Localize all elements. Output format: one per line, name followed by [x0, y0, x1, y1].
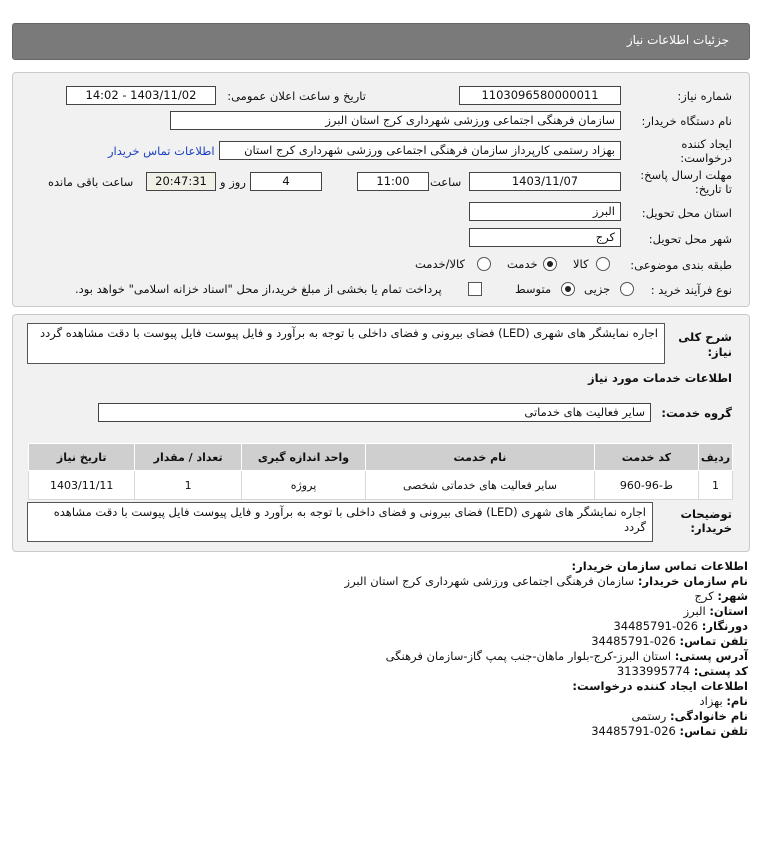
process-radio-minor[interactable] [620, 282, 634, 296]
summary-label-line2: نیاز: [707, 345, 732, 359]
page-title: جزئیات اطلاعات نیاز [626, 33, 729, 47]
col-row-number: ردیف [699, 444, 733, 471]
category-option-goods: کالا [573, 257, 589, 271]
need-number-field: 1103096580000011 [459, 86, 621, 105]
service-group-label: گروه خدمت: [661, 406, 732, 420]
summary-text-box: اجاره نمایشگر های شهری (LED) فضای بیرونی و فضای داخلی با توجه به برآورد و فایل پیوست فایل پیوست با دقت مشاهده گردد [27, 323, 665, 364]
deadline-label-line1: مهلت ارسال پاسخ: [640, 168, 732, 182]
contact-city-line: شهر: کرج [694, 589, 748, 603]
category-option-service: خدمت [507, 257, 538, 271]
creator-field: بهزاد رستمی کارپرداز سازمان فرهنگی اجتماعی ورزشی شهرداری کرج استان [219, 141, 621, 160]
contact-org-line: نام سازمان خریدار: سازمان فرهنگی اجتماعی ورزشی شهرداری کرج استان البرز [344, 574, 748, 588]
announce-label: تاریخ و ساعت اعلان عمومی: [227, 89, 366, 103]
contact-province-line: استان: البرز [683, 604, 748, 618]
province-label: استان محل تحویل: [641, 206, 732, 220]
deadline-time-field: 11:00 [357, 172, 429, 191]
cell-service-code: ط-96-960 [594, 471, 698, 500]
cell-need-date: 1403/11/11 [29, 471, 135, 500]
creator-label-line1: ایجاد کننده [681, 137, 732, 151]
buyer-org-label: نام دستگاه خریدار: [641, 114, 732, 128]
category-label: طبقه بندی موضوعی: [630, 258, 732, 272]
cell-row-number: 1 [699, 471, 733, 500]
col-service-code: کد خدمت [594, 444, 698, 471]
col-need-date: تاریخ نیاز [29, 444, 135, 471]
city-field: کرج [469, 228, 621, 247]
col-unit: واحد اندازه گیری [241, 444, 365, 471]
buyer-notes-label-line2: خریدار: [690, 521, 732, 535]
category-option-goods-service: کالا/خدمت [415, 257, 466, 271]
table-row [29, 471, 733, 500]
col-quantity: تعداد / مقدار [135, 444, 241, 471]
treasury-checkbox[interactable] [468, 282, 482, 296]
service-group-field: سایر فعالیت های خدماتی [98, 403, 651, 422]
buyer-org-field: سازمان فرهنگی اجتماعی ورزشی شهرداری کرج استان البرز [170, 111, 621, 130]
contact-title: اطلاعات تماس سازمان خریدار: [571, 559, 748, 573]
treasury-note: پرداخت تمام یا بخشی از مبلغ خرید،از محل "اسناد خزانه اسلامی" خواهد بود. [75, 282, 442, 296]
category-radio-goods-service[interactable] [477, 257, 491, 271]
city-label: شهر محل تحویل: [648, 232, 732, 246]
col-service-name: نام خدمت [366, 444, 595, 471]
buyer-notes-text-box: اجاره نمایشگر های شهری (LED) فضای بیرونی و فضای داخلی با توجه به برآورد و فایل پیوست فایل پیوست با دقت مشاهده گردد [27, 502, 653, 542]
buyer-contact-link[interactable]: اطلاعات تماس خریدار [108, 144, 215, 158]
table-header-row [29, 444, 733, 471]
province-field: البرز [469, 202, 621, 221]
category-radio-goods[interactable] [596, 257, 610, 271]
days-field: 4 [250, 172, 322, 191]
announce-datetime-field: 1403/11/02 - 14:02 [66, 86, 216, 105]
process-radio-medium[interactable] [561, 282, 575, 296]
services-table [28, 443, 733, 500]
process-option-minor: جزیی [584, 282, 611, 296]
creator-first-name-line: نام: بهزاد [699, 694, 748, 708]
contact-postal-line: کد پستی: 3133995774 [616, 664, 748, 678]
need-number-label: شماره نیاز: [677, 89, 732, 103]
category-radio-service[interactable] [543, 257, 557, 271]
days-label: روز و [220, 175, 246, 189]
deadline-label-line2: تا تاریخ: [694, 182, 732, 196]
time-label: ساعت [430, 175, 462, 189]
services-section-title: اطلاعات خدمات مورد نیاز [588, 371, 732, 385]
creator-last-name-line: نام خانوادگی: رستمی [631, 709, 748, 723]
contact-address-line: آدرس پستی: استان البرز-کرج-بلوار ماهان-جنب پمپ گاز-سازمان فرهنگی [385, 649, 748, 663]
buyer-notes-label-line1: توضیحات [680, 507, 732, 521]
cell-service-name: سایر فعالیت های خدماتی شخصی [366, 471, 595, 500]
remaining-label: ساعت باقی مانده [48, 175, 134, 189]
cell-unit: پروژه [241, 471, 365, 500]
process-label: نوع فرآیند خرید : [650, 283, 732, 297]
remaining-time-field: 20:47:31 [146, 172, 216, 191]
creator-label-line2: درخواست: [680, 151, 732, 165]
creator-phone-line: تلفن تماس: 026-34485791 [591, 724, 748, 738]
cell-quantity: 1 [135, 471, 241, 500]
page-header [12, 23, 750, 60]
contact-fax-line: دورنگار: 026-34485791 [613, 619, 748, 633]
creator-info-title: اطلاعات ایجاد کننده درخواست: [572, 679, 748, 693]
summary-label-line1: شرح کلی [678, 330, 732, 344]
deadline-date-field: 1403/11/07 [469, 172, 621, 191]
contact-phone-line: تلفن تماس: 026-34485791 [591, 634, 748, 648]
process-option-medium: متوسط [515, 282, 552, 296]
